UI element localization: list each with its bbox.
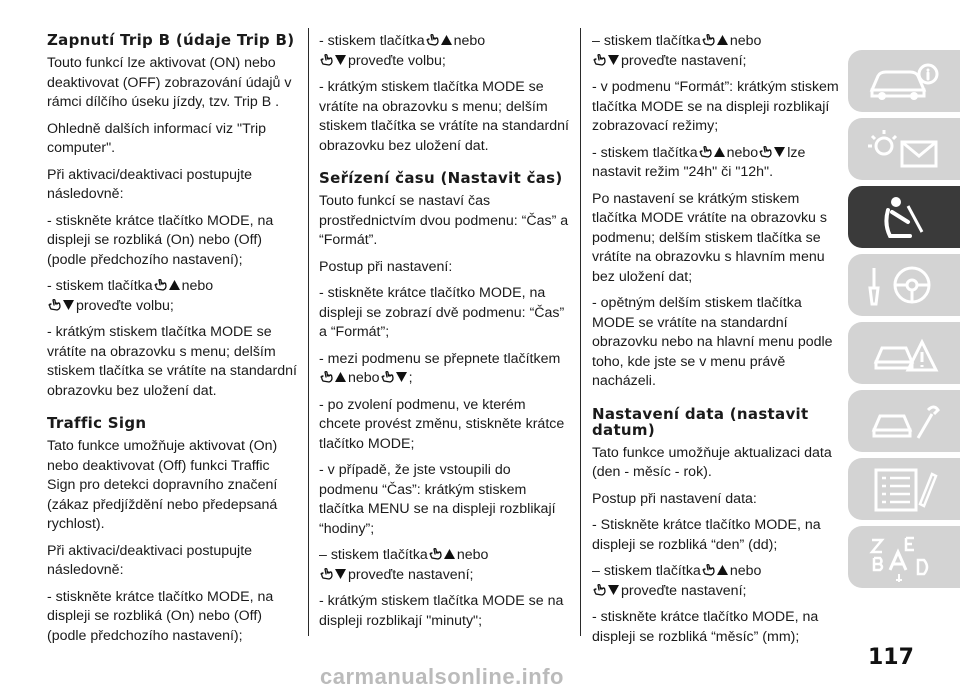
tab-warning[interactable] — [848, 322, 960, 384]
alphabetical-index-icon — [862, 532, 946, 582]
specifications-list-icon — [862, 464, 946, 514]
text-fragment: ; — [408, 370, 413, 386]
text-fragment: nebo — [181, 278, 214, 294]
paragraph: - stiskněte krátce tlačítko MODE, na displeji se rozbliká “měsíc” (mm); — [592, 609, 819, 645]
arrow-down-icon — [774, 147, 785, 157]
paragraph: Postup při nastavení data: — [592, 490, 757, 507]
section-heading: Nastavení data (nastavit datum) — [592, 404, 809, 439]
arrow-up-icon — [717, 565, 728, 575]
hand-press-icon — [426, 34, 440, 46]
paragraph: Tato funkce umožňuje aktivovat (On) nebo deaktivovat (Off) funkci Traffic Sign pro detekci dopravního značení (zákaz předjíždění nebo předepsaná rychlost). — [47, 438, 278, 532]
page-number: 117 — [868, 645, 914, 670]
paragraph — [47, 277, 297, 316]
hand-press-icon — [593, 54, 607, 66]
paragraph: - krátkým stiskem tlačítka MODE se na displeji rozblikají "minuty"; — [319, 593, 564, 629]
hand-press-icon — [48, 299, 62, 311]
text-fragment: - stiskem tlačítka — [319, 33, 425, 49]
text-fragment: nebo — [453, 33, 486, 49]
paragraph: Při aktivaci/deaktivaci postupujte následovně: — [47, 542, 253, 578]
hand-press-icon — [381, 371, 395, 383]
tab-maintenance[interactable] — [848, 390, 960, 452]
text-fragment: nebo — [348, 370, 380, 386]
paragraph: Touto funkcí lze aktivovat (ON) nebo deaktivovat (OFF) zobrazování údajů v rámci dílčího úseku jízdy, tzv. Trip B . — [47, 55, 292, 110]
hand-press-icon — [699, 146, 713, 158]
text-column-2 — [319, 32, 569, 638]
text-fragment: nebo — [729, 563, 762, 579]
text-fragment: – stiskem tlačítka — [319, 547, 428, 563]
arrow-up-icon — [169, 280, 180, 290]
tab-index[interactable] — [848, 526, 960, 588]
arrow-down-icon — [608, 585, 619, 595]
steering-key-icon — [862, 260, 946, 310]
paragraph — [592, 144, 842, 183]
paragraph — [319, 32, 569, 71]
arrow-down-icon — [63, 300, 74, 310]
paragraph: - v případě, že jste vstoupili do podmenu “Čas”: krátkým stiskem tlačítka MENU se na displeji rozblikají “hodiny”; — [319, 462, 556, 537]
tab-dashboard-lights[interactable] — [848, 118, 960, 180]
paragraph: Touto funkcí se nastaví čas prostřednictvím dvou podmenu: “Čas” a “Formát”. — [319, 193, 569, 248]
arrow-up-icon — [444, 549, 455, 559]
arrow-down-icon — [335, 569, 346, 579]
text-fragment: nebo — [729, 33, 762, 49]
text-fragment: nebo — [456, 547, 489, 563]
column-divider — [308, 28, 309, 636]
hand-press-icon — [702, 564, 716, 576]
arrow-up-icon — [717, 35, 728, 45]
paragraph: Při aktivaci/deaktivaci postupujte následovně: — [47, 166, 253, 202]
tab-seat-safety[interactable] — [848, 186, 960, 248]
text-fragment: proveďte volbu; — [348, 52, 446, 69]
text-fragment: - stiskem tlačítka — [592, 144, 698, 161]
text-fragment: - mezi podmenu se přepnete tlačítkem — [319, 350, 561, 367]
hand-press-icon — [320, 371, 334, 383]
paragraph — [592, 32, 842, 71]
text-column-3 — [592, 32, 842, 654]
paragraph: - stiskněte krátce tlačítko MODE, na displeji se rozbliká (On) nebo (Off) (podle předchozího nastavení); — [47, 212, 274, 268]
text-fragment: proveďte nastavení; — [348, 566, 474, 583]
text-fragment: proveďte volbu; — [76, 297, 174, 314]
hand-press-icon — [320, 54, 334, 66]
paragraph: - krátkým stiskem tlačítka MODE se vrátíte na obrazovku s menu; delším stiskem tlačítka se vrátíte na standardní obrazovku bez uložení dat. — [319, 79, 569, 154]
hand-press-icon — [154, 279, 168, 291]
hand-press-icon — [429, 548, 443, 560]
paragraph: Tato funkce umožňuje aktualizaci data (den - měsíc - rok). — [592, 444, 832, 480]
hand-press-icon — [702, 34, 716, 46]
seat-safety-icon — [862, 192, 946, 242]
paragraph: Postup při nastavení: — [319, 258, 453, 275]
dashboard-lights-icon — [862, 124, 946, 174]
tab-specifications[interactable] — [848, 458, 960, 520]
paragraph: - po zvolení podmenu, ve kterém chcete provést změnu, stiskněte krátce tlačítko MODE; — [319, 396, 565, 452]
paragraph: Po nastavení se krátkým stiskem tlačítka MODE vrátíte na obrazovku s podmenu; delším stiskem tlačítka se vrátíte na obrazovku s hlavním menu bez uložení dat; — [592, 190, 827, 285]
paragraph — [592, 562, 842, 601]
section-heading: Seřízení času (Nastavit čas) — [319, 169, 563, 187]
paragraph: - stiskněte krátce tlačítko MODE, na displeji se zobrazí dvě podmenu: “Čas” a “Formát”; — [319, 285, 565, 340]
hand-press-icon — [320, 568, 334, 580]
tab-car-info[interactable] — [848, 50, 960, 112]
maintenance-wrench-icon — [862, 396, 946, 446]
arrow-up-icon — [441, 35, 452, 45]
paragraph — [319, 546, 569, 585]
warning-triangle-icon — [862, 328, 946, 378]
paragraph — [319, 350, 569, 389]
hand-press-icon — [593, 584, 607, 596]
arrow-down-icon — [396, 372, 407, 382]
section-heading: Zapnutí Trip B (údaje Trip B) — [47, 31, 295, 49]
text-fragment: lze nastavit režim "24h" či "12h". — [592, 144, 806, 180]
arrow-down-icon — [335, 55, 346, 65]
text-fragment: – stiskem tlačítka — [592, 563, 701, 579]
paragraph: - krátkým stiskem tlačítka MODE se vrátíte na obrazovku s menu; delším stiskem tlačítka se vrátíte na standardní obrazovku bez uložení dat. — [47, 324, 297, 399]
text-fragment: - stiskem tlačítka — [47, 278, 153, 294]
text-fragment: proveďte nastavení; — [621, 52, 747, 69]
column-divider — [580, 28, 581, 636]
paragraph: - v podmenu “Formát”: krátkým stiskem tlačítka MODE se na displeji rozblikají zobrazovací režimy; — [592, 79, 839, 134]
text-column-1 — [47, 32, 297, 653]
section-heading: Traffic Sign — [47, 414, 147, 432]
paragraph: Ohledně dalších informací viz "Trip computer". — [47, 120, 266, 156]
paragraph: - Stiskněte krátce tlačítko MODE, na displeji se rozbliká “den” (dd); — [592, 517, 821, 553]
tab-steering-key[interactable] — [848, 254, 960, 316]
watermark-footer: carmanualsonline.info — [320, 664, 564, 689]
hand-press-icon — [759, 146, 773, 158]
car-info-icon — [862, 56, 946, 106]
paragraph: - opětným delším stiskem tlačítka MODE se vrátíte na standardní obrazovku nebo na hlavní menu podle toho, kde jste se v menu právě nacházeli. — [592, 295, 833, 389]
arrow-up-icon — [714, 147, 725, 157]
paragraph: - stiskněte krátce tlačítko MODE, na displeji se rozbliká (On) nebo (Off) (podle předchozího nastavení); — [47, 588, 274, 644]
text-fragment: proveďte nastavení; — [621, 582, 747, 599]
text-fragment: nebo — [726, 144, 759, 161]
arrow-up-icon — [335, 372, 346, 382]
text-fragment: – stiskem tlačítka — [592, 33, 701, 49]
arrow-down-icon — [608, 55, 619, 65]
